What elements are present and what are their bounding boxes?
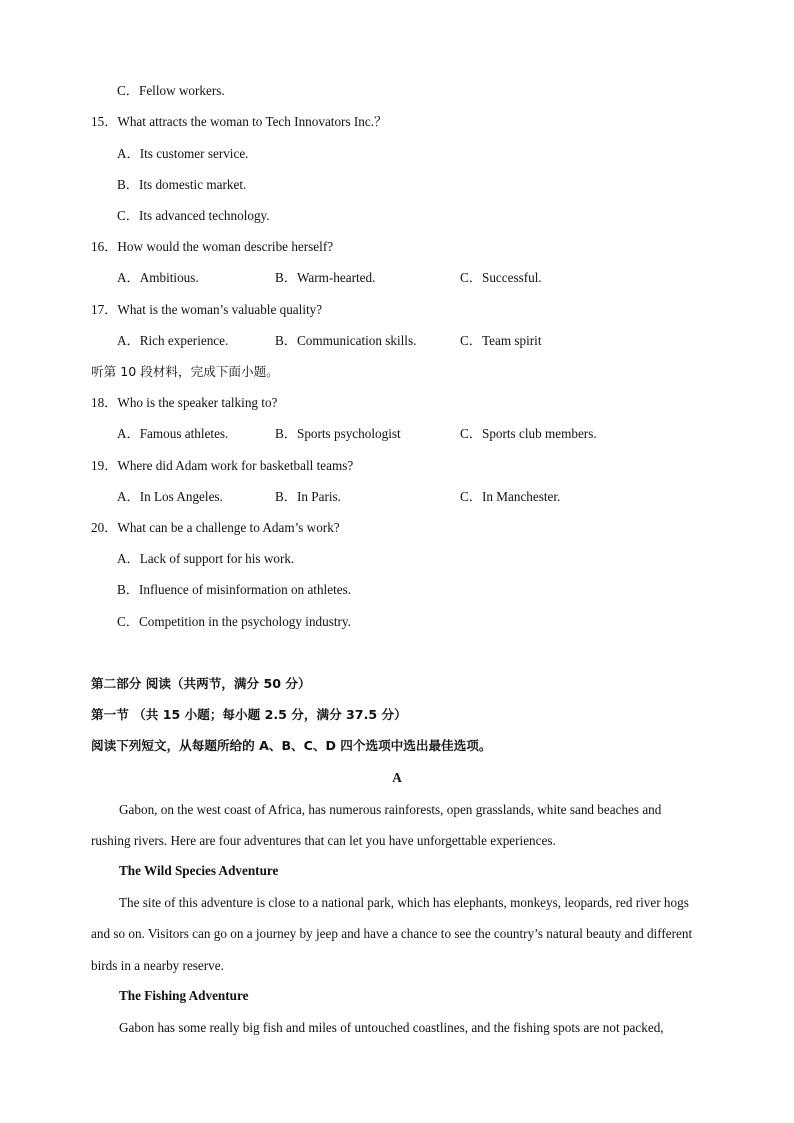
q16-option-a: A．Ambitious. [117,270,199,285]
fishing-paragraph [91,1012,703,1043]
q20-option-a: A．Lack of support for his work. [117,551,295,566]
q16-option-c: C．Successful. [460,270,542,285]
q17-option-a: A．Rich experience. [117,333,229,348]
question-16: 16．How would the woman describe herself? [91,239,334,254]
q14-option-c: C．Fellow workers. [117,83,225,98]
question-19: 19．Where did Adam work for basketball teams? [91,458,354,473]
wild-species-heading: The Wild Species Adventure [119,863,279,878]
passage-intro-text: Gabon, on the west coast of Africa, has numerous rainforests, open grasslands, white sand beaches and rushing rivers. Here are four adventures that can let you have unforgettable experiences. [91,802,662,849]
question-15: 15．What attracts the woman to Tech Innovators Inc.？ [91,114,388,129]
reading-instruction: 阅读下列短文，从每题所给的 A、B、C、D 四个选项中选出最佳选项。 [91,738,492,753]
section-1-heading: 第一节 （共 15 小题；每小题 2.5 分，满分 37.5 分） [91,707,407,722]
q17-option-c: C．Team spirit [460,333,542,348]
q20-option-c: C．Competition in the psychology industry. [117,614,351,629]
q15-option-a: A．Its customer service. [117,146,249,161]
passage-intro [91,794,703,857]
q19-option-a: A．In Los Angeles. [117,489,223,504]
q18-option-a: A．Famous athletes. [117,426,229,441]
fishing-heading: The Fishing Adventure [119,988,249,1003]
section-10-instruction: 听第 10 段材料，完成下面小题。 [91,364,279,379]
wild-species-text: The site of this adventure is close to a national park, which has elephants, monkeys, leopards, red river hogs and so on. Visitors can go on a journey by jeep and have a chance to see the country’s natural beauty and different birds in a nearby reserve. [91,895,693,973]
fishing-text: Gabon has some really big fish and miles of untouched coastlines, and the fishing spots are not packed, [119,1020,664,1035]
wild-species-paragraph [91,887,703,981]
q19-option-b: B．In Paris. [275,489,341,504]
q15-option-b: B．Its domestic market. [117,177,247,192]
q20-option-b: B．Influence of misinformation on athletes. [117,582,352,597]
q18-option-b: B．Sports psychologist [275,426,401,441]
part-2-heading: 第二部分 阅读（共两节，满分 50 分） [91,676,311,691]
passage-letter: A [392,770,402,785]
question-18: 18．Who is the speaker talking to? [91,395,278,410]
question-20: 20．What can be a challenge to Adam’s work? [91,520,340,535]
q15-option-c: C．Its advanced technology. [117,208,270,223]
question-17: 17．What is the woman’s valuable quality? [91,302,323,317]
q19-option-c: C．In Manchester. [460,489,561,504]
q16-option-b: B．Warm-hearted. [275,270,376,285]
q17-option-b: B．Communication skills. [275,333,417,348]
q18-option-c: C．Sports club members. [460,426,597,441]
